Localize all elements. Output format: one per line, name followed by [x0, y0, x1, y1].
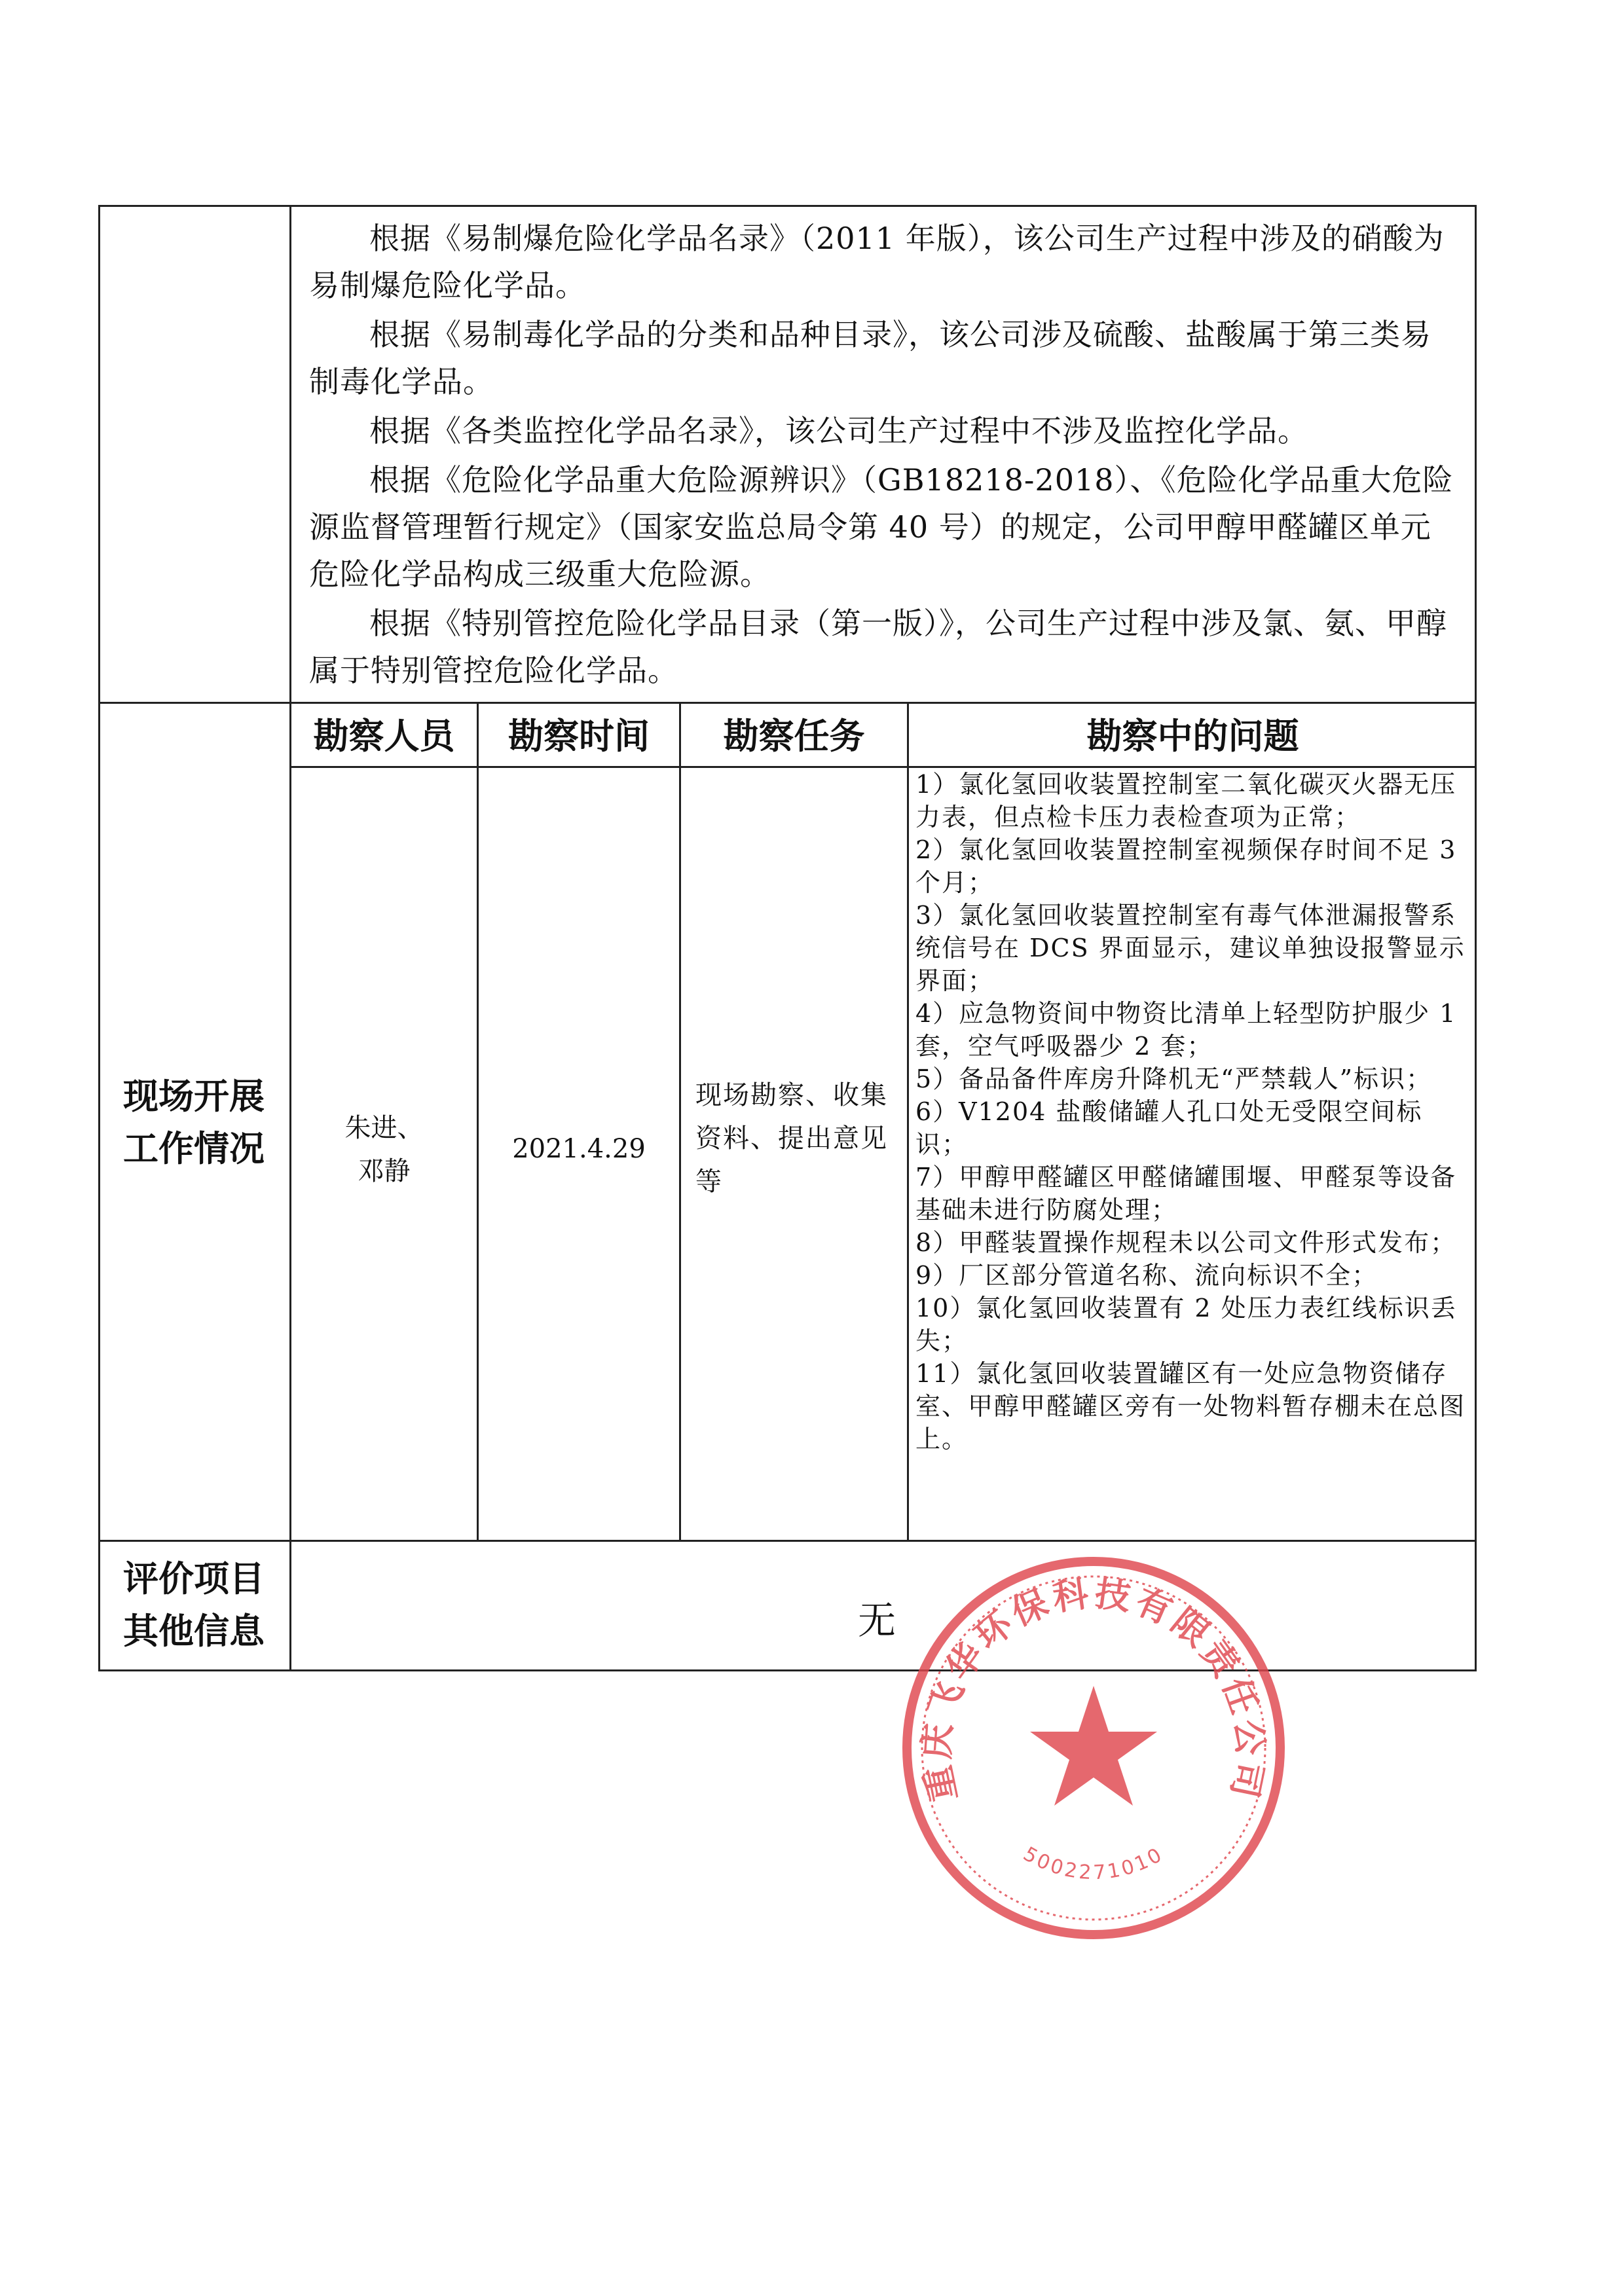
staff-cell: 朱进、 邓静 [344, 1113, 424, 1186]
row-divider [98, 1540, 1477, 1542]
header-staff: 勘察人员 [313, 716, 455, 757]
paragraph: 根据《危险化学品重大危险源辨识》（GB18218-2018）、《危险化学品重大危险源监督管理暂行规定》（国家安监总局令第 40 号）的规定，公司甲醇甲醛罐区单元危险化学品构成三级重大危险源。 [309, 462, 1454, 592]
list-item: 4）应急物资间中物资比清单上轻型防护服少 1 套，空气呼吸器少 2 套； [915, 999, 1457, 1061]
list-item: 11）氯化氢回收装置罐区有一处应急物资储存室、甲醇甲醛罐区旁有一处物料暂存棚未在总图上。 [915, 1359, 1466, 1453]
list-item: 3）氯化氢回收装置控制室有毒气体泄漏报警系统信号在 DCS 界面显示，建议单独设报警显示界面； [915, 901, 1466, 995]
list-item: 2）氯化氢回收装置控制室视频保存时间不足 3 个月； [915, 835, 1457, 897]
section-label-other: 评价项目 其他信息 [123, 1558, 265, 1652]
list-item: 5）备品备件库房升降机无“严禁载人”标识； [915, 1065, 1433, 1093]
column-divider [679, 702, 681, 1540]
list-item: 8）甲醛装置操作规程未以公司文件形式发布； [915, 1228, 1457, 1257]
header-task: 勘察任务 [723, 716, 865, 757]
list-item: 9）厂区部分管道名称、流向标识不全； [915, 1261, 1378, 1290]
list-item: 7）甲醇甲醛罐区甲醛储罐围堰、甲醛泵等设备基础未进行防腐处理； [915, 1163, 1457, 1224]
header-date: 勘察时间 [508, 716, 650, 757]
paragraph: 根据《各类监控化学品名录》，该公司生产过程中不涉及监控化学品。 [369, 413, 1308, 448]
list-item: 6）V1204 盐酸储罐人孔口处无受限空间标识； [915, 1097, 1423, 1159]
date-cell: 2021.4.29 [512, 1134, 646, 1164]
task-cell: 现场勘察、收集 资料、提出意见 等 [695, 1080, 888, 1197]
header-issues: 勘察中的问题 [1086, 716, 1299, 757]
list-item: 10）氯化氢回收装置有 2 处压力表红线标识丢失； [915, 1294, 1457, 1355]
paragraph: 根据《易制毒化学品的分类和品种目录》，该公司涉及硫酸、盐酸属于第三类易制毒化学品。 [309, 317, 1431, 399]
svg-text:5002271010: 5002271010 [1019, 1842, 1168, 1885]
column-divider [289, 205, 291, 1671]
other-info-value: 无 [858, 1598, 896, 1643]
company-seal-icon [891, 1545, 1297, 1951]
section-label-work: 现场开展 工作情况 [123, 1076, 265, 1169]
svg-text:重庆飞华环保科技有限责任公司: 重庆飞华环保科技有限责任公司 [915, 1572, 1272, 1806]
column-divider [907, 702, 909, 1540]
list-item: 1）氯化氢回收装置控制室二氧化碳灭火器无压力表，但点检卡压力表检查项为正常； [915, 770, 1457, 831]
issues-list [915, 768, 1469, 1455]
paragraph: 根据《特别管控危险化学品目录（第一版）》，公司生产过程中涉及氯、氨、甲醇属于特别管控危险化学品。 [309, 606, 1447, 688]
paragraph: 根据《易制爆危险化学品名录》（2011 年版），该公司生产过程中涉及的硝酸为易制爆危险化学品。 [309, 221, 1445, 303]
column-divider [477, 702, 479, 1540]
